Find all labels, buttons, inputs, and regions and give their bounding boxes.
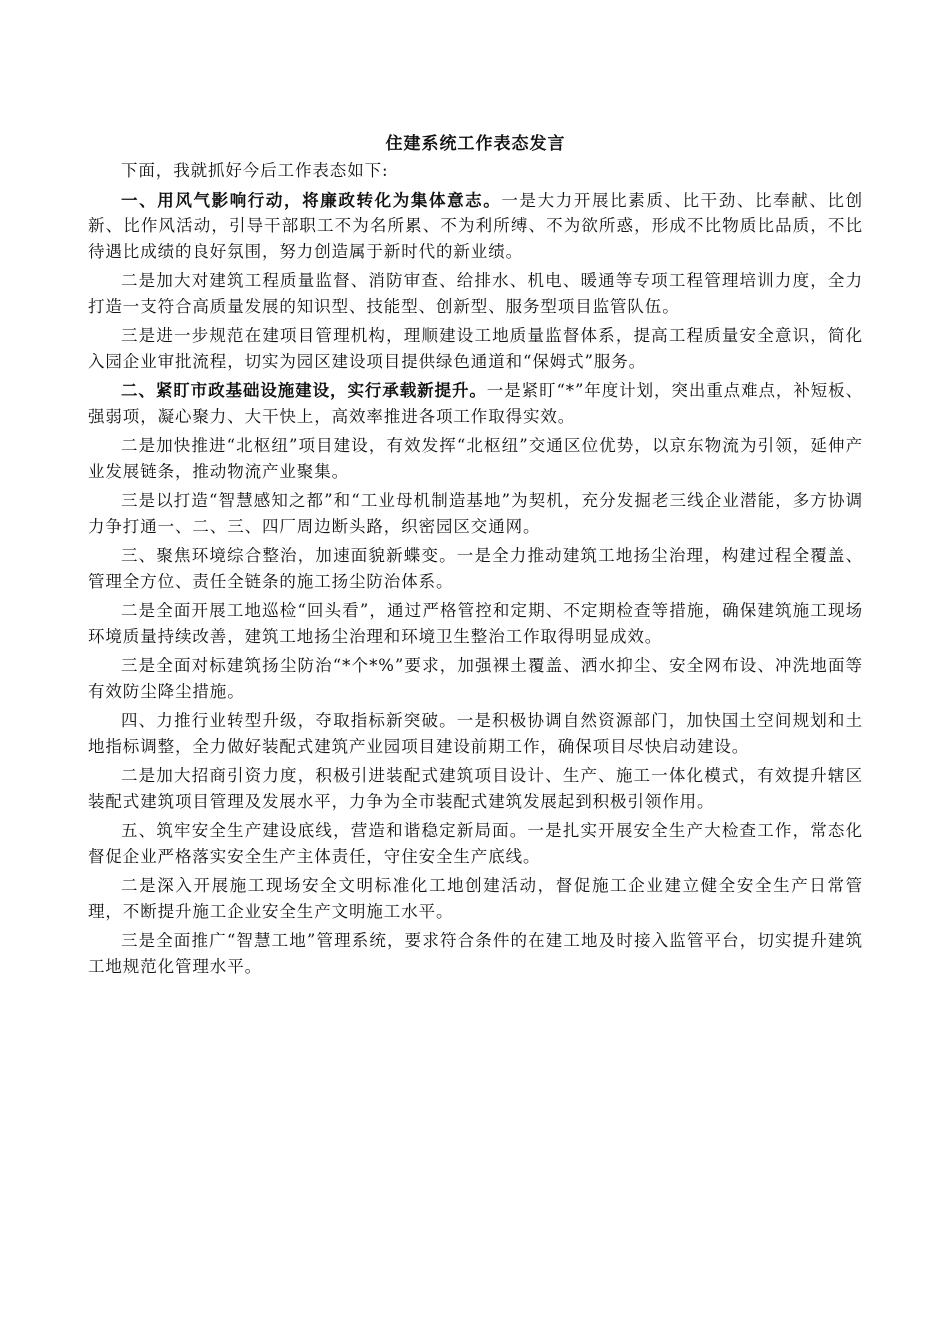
paragraph xyxy=(88,188,863,265)
paragraph-text: 二是加大对建筑工程质量监督、消防审查、给排水、机电、暖通等专项工程管理培训力度，全力打造一支符合高质量发展的知识型、技能型、创新型、服务型项目监管队伍。 xyxy=(88,271,863,316)
paragraph xyxy=(88,158,863,184)
paragraph xyxy=(88,323,863,374)
paragraph-text: 三是全面对标建筑扬尘防治“*个*%”要求，加强裸土覆盖、洒水抑尘、安全网布设、冲洗地面等有效防尘降尘措施。 xyxy=(88,656,863,701)
paragraph xyxy=(88,818,863,869)
paragraph xyxy=(88,598,863,649)
paragraph-text: 二是加快推进“北枢纽”项目建设，有效发挥“北枢纽”交通区位优势，以京东物流为引领，延伸产业发展链条，推动物流产业聚集。 xyxy=(88,436,863,481)
paragraph-lead: 二、紧盯市政基础设施建设，实行承载新提升。 xyxy=(121,381,487,400)
paragraph-text: 三是以打造“智慧感知之都”和“工业母机制造基地”为契机，充分发掘老三线企业潜能，多方协调力争打通一、二、三、四厂周边断头路，织密园区交通网。 xyxy=(88,491,863,536)
paragraph xyxy=(88,928,863,979)
paragraph xyxy=(88,708,863,759)
paragraph-text: 四、力推行业转型升级，夺取指标新突破。一是积极协调自然资源部门，加快国土空间规划和土地指标调整，全力做好装配式建筑产业园项目建设前期工作，确保项目尽快启动建设。 xyxy=(88,711,863,756)
paragraph-text: 二是深入开展施工现场安全文明标准化工地创建活动，督促施工企业建立健全安全生产日常管理，不断提升施工企业安全生产文明施工水平。 xyxy=(88,876,863,921)
paragraph xyxy=(88,763,863,814)
paragraph-text: 三、聚焦环境综合整治，加速面貌新蝶变。一是全力推动建筑工地扬尘治理，构建过程全覆盖、管理全方位、责任全链条的施工扬尘防治体系。 xyxy=(88,546,863,591)
paragraph-text: 二是全面开展工地巡检“回头看”，通过严格管控和定期、不定期检查等措施，确保建筑施工现场环境质量持续改善，建筑工地扬尘治理和环境卫生整治工作取得明显成效。 xyxy=(88,601,863,646)
paragraph xyxy=(88,653,863,704)
paragraph-text: 五、筑牢安全生产建设底线，营造和谐稳定新局面。一是扎实开展安全生产大检查工作，常态化督促企业严格落实安全生产主体责任，守住安全生产底线。 xyxy=(88,821,863,866)
paragraph xyxy=(88,433,863,484)
paragraph xyxy=(88,873,863,924)
paragraph-text: 下面，我就抓好今后工作表态如下: xyxy=(121,161,389,180)
paragraph-text: 一是大力开展比素质、比干劲、比奉献、比创新、比作风活动，引导干部职工不为名所累、不为利所缚、不为欲所惑，形成不比物质比品质，不比待遇比成绩的良好氛围，努力创造属于新时代的新业绩。 xyxy=(88,190,864,261)
paragraph-text: 三是进一步规范在建项目管理机构，理顺建设工地质量监督体系，提高工程质量安全意识，简化入园企业审批流程，切实为园区建设项目提供绿色通道和“保姆式”服务。 xyxy=(88,326,863,371)
paragraph xyxy=(88,378,863,429)
paragraph xyxy=(88,543,863,594)
document-title: 住建系统工作表态发言 xyxy=(385,134,566,154)
paragraph-text: 一是紧盯“*”年度计划，突出重点难点，补短板、强弱项，凝心聚力、大干快上，高效率推进各项工作取得实效。 xyxy=(88,381,863,426)
paragraph-text: 三是全面推广“智慧工地”管理系统，要求符合条件的在建工地及时接入监管平台，切实提升建筑工地规范化管理水平。 xyxy=(88,931,863,976)
paragraph-text: 二是加大招商引资力度，积极引进装配式建筑项目设计、生产、施工一体化模式，有效提升辖区装配式建筑项目管理及发展水平，力争为全市装配式建筑发展起到积极引领作用。 xyxy=(88,766,863,811)
paragraph xyxy=(88,268,863,319)
paragraph-lead: 一、用风气影响行动，将廉政转化为集体意志。 xyxy=(121,190,502,210)
paragraph xyxy=(88,488,863,539)
document-body xyxy=(88,132,863,983)
